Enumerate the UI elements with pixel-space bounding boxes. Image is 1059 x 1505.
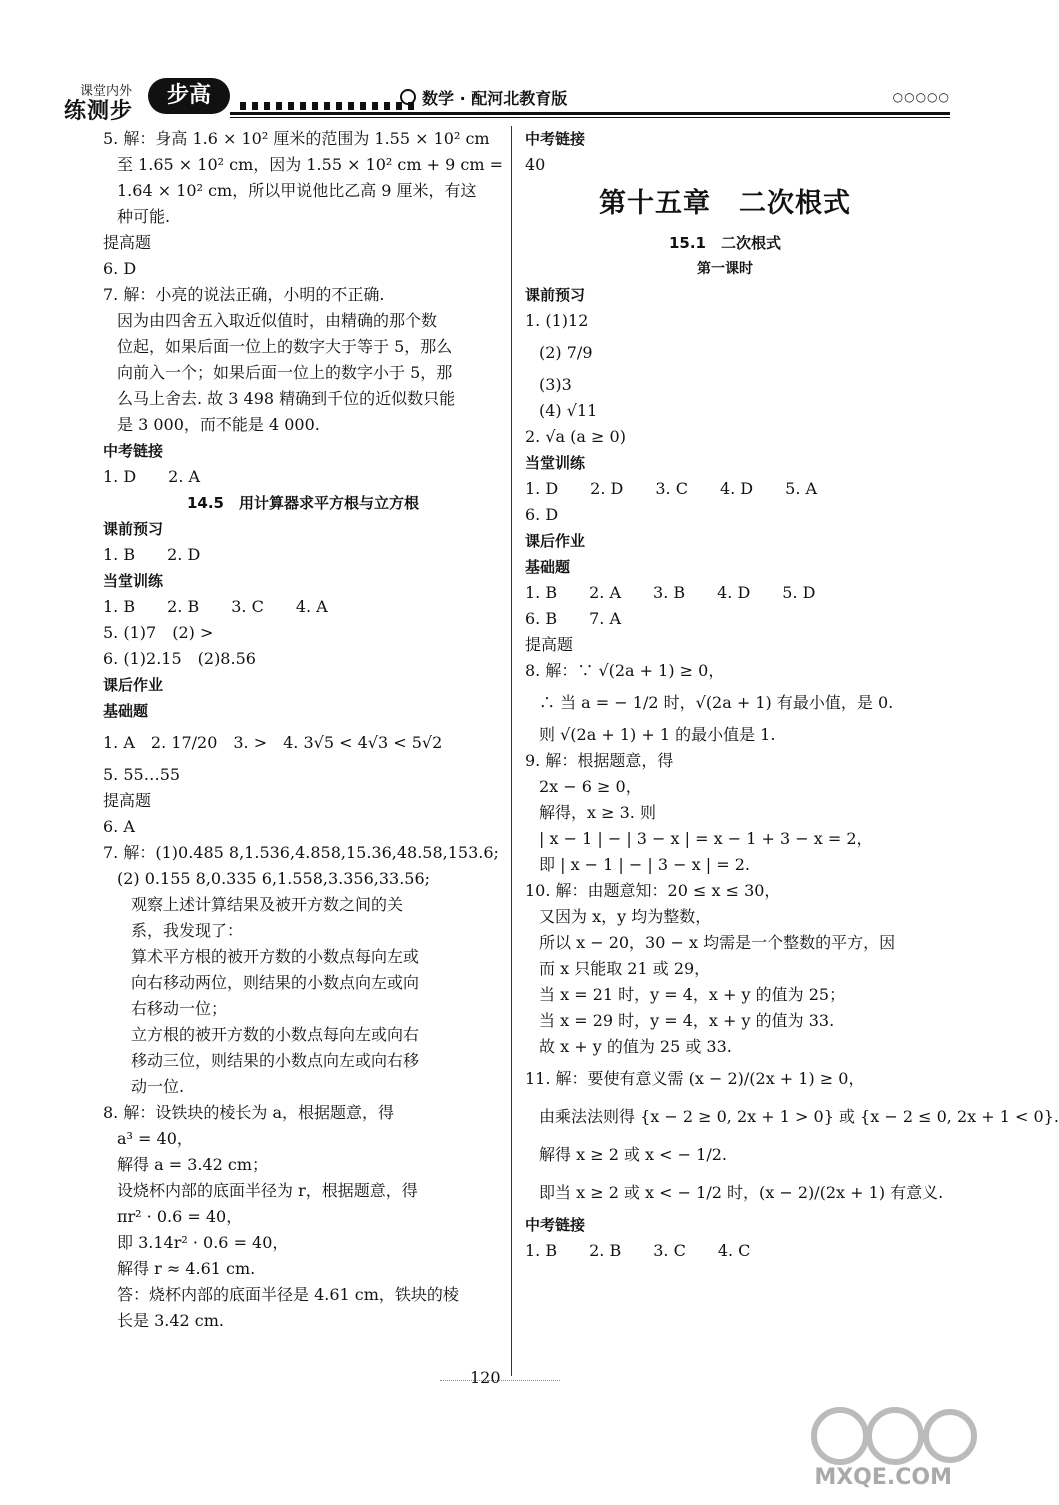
right-line: 2. √a (a ≥ 0) [525, 427, 626, 446]
right-line: 即 | x − 1 | − | 3 − x | = 2. [539, 855, 750, 874]
right-heading: 基础题 [525, 558, 571, 576]
left-line: 算术平方根的被开方数的小数点每向左或 [131, 947, 420, 966]
header-title [400, 86, 567, 109]
watermark-text: MXQE.COM [814, 1465, 952, 1490]
left-line: a³ = 40， [117, 1129, 193, 1148]
left-heading: 课后作业 [103, 676, 164, 694]
right-line: 解得 x ≥ 2 或 x < − 1/2. [539, 1145, 727, 1164]
watermark [800, 1396, 980, 1496]
left-line: 长是 3.42 cm. [117, 1311, 225, 1330]
logo-badge: 步高 [148, 78, 230, 114]
left-line: 6. D [103, 259, 137, 278]
page-header [60, 72, 950, 132]
left-line: 设烧杯内部的底面半径为 r，根据题意，得 [117, 1181, 418, 1200]
right-heading: 中考链接 [525, 130, 586, 148]
right-heading: 当堂训练 [525, 454, 586, 472]
left-line: 答：烧杯内部的底面半径是 4.61 cm，铁块的棱 [117, 1285, 459, 1304]
left-line: 是 3 000，而不能是 4 000. [117, 415, 320, 434]
page-number: 120 [470, 1368, 501, 1387]
left-line: 至 1.65 × 10² cm，因为 1.55 × 10² cm + 9 cm = [117, 155, 504, 174]
left-line: πr² · 0.6 = 40， [117, 1207, 243, 1226]
right-line: 2x − 6 ≥ 0， [539, 777, 642, 796]
lesson-subtitle: 第一课时 [697, 261, 753, 277]
header-rule [230, 112, 950, 115]
right-line: 11. 解：要使有意义需 (x − 2)/(2x + 1) ≥ 0， [525, 1069, 865, 1088]
left-line: 么马上舍去. 故 3 498 精确到千位的近似数只能 [117, 389, 456, 408]
right-line: 而 x 只能取 21 或 29， [539, 959, 711, 978]
left-line: 移动三位，则结果的小数点向左或向右移 [131, 1051, 420, 1070]
header-circles-decoration: ○○○○○ [892, 90, 950, 104]
left-line: 解得 r ≈ 4.61 cm. [117, 1259, 256, 1278]
left-line: 提高题 [103, 791, 152, 810]
left-section-title: 14.5 用计算器求平方根与立方根 [186, 494, 419, 512]
left-line: 种可能. [117, 207, 171, 226]
left-line: 5. (1)7 (2) > [103, 623, 214, 642]
right-line: 即当 x ≥ 2 或 x < − 1/2 时，(x − 2)/(2x + 1) 有意义. [539, 1183, 944, 1202]
logo-dots-decoration [240, 102, 420, 110]
left-line: 7. 解：小亮的说法正确，小明的不正确. [103, 285, 385, 304]
left-heading: 当堂训练 [103, 572, 164, 590]
right-line: 所以 x − 20，30 − x 均需是一个整数的平方，因 [539, 933, 896, 952]
right-line: 9. 解：根据题意，得 [525, 751, 674, 770]
right-heading: 中考链接 [525, 1216, 586, 1234]
left-line: (2) 0.155 8,0.335 6,1.558,3.356,33.56; [117, 869, 431, 888]
left-line: 解得 a = 3.42 cm； [117, 1155, 269, 1174]
left-line: 1. A 2. 17/20 3. > 4. 3√5 < 4√3 < 5√2 [103, 733, 443, 752]
right-line: 1. B 2. B 3. C 4. C [525, 1241, 751, 1260]
right-line: 8. 解：∵ √(2a + 1) ≥ 0， [525, 661, 725, 680]
right-line: 10. 解：由题意知：20 ≤ x ≤ 30， [525, 881, 781, 900]
left-line: 向右移动两位，则结果的小数点向左或向 [131, 973, 420, 992]
right-line: (3)3 [539, 375, 572, 394]
left-line: 5. 55…55 [103, 765, 181, 784]
right-line: 当 x = 21 时，y = 4，x + y 的值为 25； [539, 985, 846, 1004]
left-line: 动一位. [131, 1077, 185, 1096]
right-line: ∴ 当 a = − 1/2 时，√(2a + 1) 有最小值，是 0. [539, 693, 894, 712]
right-line: 1. B 2. A 3. B 4. D 5. D [525, 583, 816, 602]
left-line: 7. 解：(1)0.485 8,1.536,4.858,15.36,48.58,153.6; [103, 843, 499, 862]
column-divider [511, 126, 512, 1376]
left-heading: 基础题 [103, 702, 149, 720]
chapter-title: 第十五章 二次根式 [599, 188, 851, 219]
left-line: 1. D 2. A [103, 467, 201, 486]
left-line: 右移动一位； [131, 999, 228, 1018]
left-line: 8. 解：设铁块的棱长为 a，根据题意，得 [103, 1103, 394, 1122]
right-section-title: 15.1 二次根式 [668, 234, 781, 252]
right-line: 6. B 7. A [525, 609, 622, 628]
right-line: 1. (1)12 [525, 311, 589, 330]
logo-small-text: 课堂内外 [80, 84, 133, 99]
left-line: 因为由四舍五入取近似值时，由精确的那个数 [117, 311, 438, 330]
header-rule-thin [230, 117, 950, 118]
left-line: 6. (1)2.15 (2)8.56 [103, 649, 256, 668]
left-line: 1. B 2. D [103, 545, 201, 564]
left-line: 向前入一个；如果后面一位上的数字小于 5，那 [117, 363, 453, 382]
left-line: 即 3.14r² · 0.6 = 40， [117, 1233, 289, 1252]
right-line: 则 √(2a + 1) + 1 的最小值是 1. [539, 725, 776, 744]
header-title-text: 数学 · 配河北教育版 [422, 89, 568, 108]
right-line: 1. D 2. D 3. C 4. D 5. A [525, 479, 818, 498]
left-line: 1.64 × 10² cm，所以甲说他比乙高 9 厘米，有这 [117, 181, 477, 200]
right-heading: 课前预习 [525, 286, 586, 304]
right-line: 又因为 x，y 均为整数， [539, 907, 712, 926]
right-line: (4) √11 [539, 401, 598, 420]
left-heading: 中考链接 [103, 442, 164, 460]
left-column [103, 126, 503, 1334]
left-line: 提高题 [103, 233, 152, 252]
left-line: 观察上述计算结果及被开方数之间的关 [131, 895, 404, 914]
right-line: 故 x + y 的值为 25 或 33. [539, 1037, 732, 1056]
right-line: | x − 1 | − | 3 − x | = x − 1 + 3 − x = 2， [539, 829, 873, 848]
left-heading: 课前预习 [103, 520, 164, 538]
left-line: 立方根的被开方数的小数点每向左或向右 [131, 1025, 420, 1044]
right-line: 解得，x ≥ 3. 则 [539, 803, 656, 822]
left-line: 位起，如果后面一位上的数字大于等于 5，那么 [117, 337, 453, 356]
left-line: 5. 解：身高 1.6 × 10² 厘米的范围为 1.55 × 10² cm [103, 129, 490, 148]
left-line: 6. A [103, 817, 135, 836]
left-line: 系，我发现了： [131, 921, 244, 940]
right-line: 40 [525, 155, 546, 174]
right-heading: 课后作业 [525, 532, 586, 550]
right-line: 6. D [525, 505, 559, 524]
right-line: 由乘法法则得 {x − 2 ≥ 0, 2x + 1 > 0} 或 {x − 2 ≤ 0, 2x + 1 < 0}. [539, 1107, 1059, 1126]
right-column [525, 126, 1059, 1264]
right-line: (2) 7/9 [539, 343, 593, 362]
right-line: 当 x = 29 时，y = 4，x + y 的值为 33. [539, 1011, 835, 1030]
logo-main-text: 练测步 [64, 99, 134, 124]
right-line: 提高题 [525, 635, 574, 654]
left-line: 1. B 2. B 3. C 4. A [103, 597, 328, 616]
circle-icon [400, 89, 416, 105]
